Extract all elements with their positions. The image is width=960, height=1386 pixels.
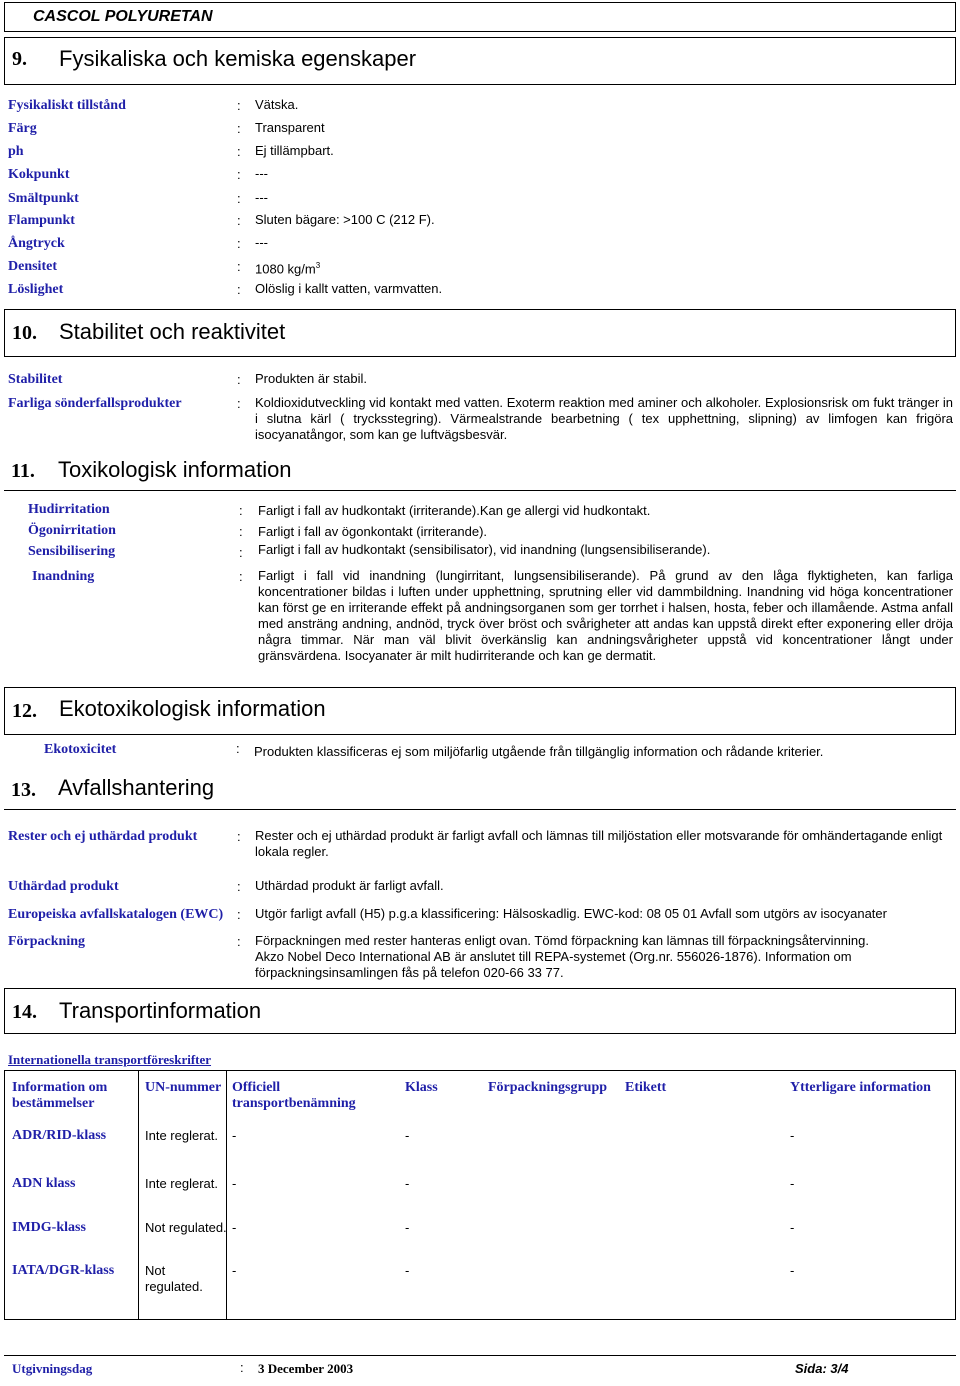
value-ph: Ej tillämpbart. xyxy=(255,143,334,158)
product-title: CASCOL POLYURETAN xyxy=(33,8,213,25)
row-pg: - xyxy=(790,1176,795,1191)
value-stabilitet: Produkten är stabil. xyxy=(255,371,368,386)
transport-subheading: Internationella transportföreskrifter xyxy=(8,1052,212,1067)
label-sensibilisering: Sensibilisering xyxy=(28,544,116,559)
value-fysikaliskt-tillstand: Vätska. xyxy=(255,97,299,112)
section-13-divider xyxy=(4,809,956,810)
colon: : xyxy=(237,144,241,159)
label-forpackning: Förpackning xyxy=(8,934,86,949)
table-column-divider xyxy=(138,1070,139,1320)
label-hudirritation: Hudirritation xyxy=(28,502,110,517)
value-loslighet: Olöslig i kallt vatten, varmvatten. xyxy=(255,281,443,296)
label-loslighet: Löslighet xyxy=(8,282,64,297)
label-farg: Färg xyxy=(8,121,37,136)
label-ph: ph xyxy=(8,144,24,159)
colon: : xyxy=(239,503,243,518)
header-etikett: Etikett xyxy=(625,1080,667,1095)
label-smaltpunkt: Smältpunkt xyxy=(8,191,79,206)
label-angtryck: Ångtryck xyxy=(8,236,65,251)
section-12-header xyxy=(4,687,956,735)
header-un-nummer: UN-nummer xyxy=(145,1080,222,1095)
colon: : xyxy=(237,167,241,182)
colon: : xyxy=(237,372,241,387)
value-forpackning: Förpackningen med rester hanteras enligt ovan. Tömd förpackning kan lämnas till förpackningsåtervinning. Akzo Nobel Deco International AB är anslutet till REPA-systemet (Org.nr. 556026-1876). Information om förpackningsinsamlingen fås på telefon 020-66 33 77. xyxy=(255,933,869,980)
label-flampunkt: Flampunkt xyxy=(8,213,75,228)
value-kokpunkt: --- xyxy=(255,166,268,181)
colon: : xyxy=(237,934,241,949)
colon: : xyxy=(237,98,241,113)
section-title: Toxikologisk information xyxy=(58,457,292,482)
section-number: 14. xyxy=(12,1001,37,1023)
section-title: Stabilitet och reaktivitet xyxy=(59,319,286,344)
value-ewc: Utgör farligt avfall (H5) p.g.a klassificering: Hälsoskadlig. EWC-kod: 08 05 01 Avfall som utgörs av isocyanater xyxy=(255,906,887,921)
footer-label: Utgivningsdag xyxy=(12,1361,93,1376)
row-klass: - xyxy=(405,1220,410,1235)
header-forpackningsgrupp: Förpackningsgrupp xyxy=(488,1080,608,1095)
page-number: Sida: 3/4 xyxy=(795,1361,849,1376)
colon: : xyxy=(236,741,240,756)
colon: : xyxy=(237,213,241,228)
value-farg: Transparent xyxy=(255,120,325,135)
section-number: 10. xyxy=(12,322,37,344)
colon: : xyxy=(239,569,243,584)
label-ewc: Europeiska avfallskatalogen (EWC) xyxy=(8,907,224,922)
footer-date: 3 December 2003 xyxy=(258,1361,354,1376)
row-klass: - xyxy=(405,1176,410,1191)
row-label-adn: ADN klass xyxy=(12,1176,76,1191)
colon: : xyxy=(237,396,241,411)
row-pg: - xyxy=(790,1128,795,1143)
section-title: Ekotoxikologisk information xyxy=(59,696,326,721)
value-sensibilisering: Farligt i fall av hudkontakt (sensibilisator), vid inandning (lungsensibiliserande). xyxy=(258,542,711,557)
label-kokpunkt: Kokpunkt xyxy=(8,167,70,182)
value-hudirritation: Farligt i fall av hudkontakt (irriterande).Kan ge allergi vid hudkontakt. xyxy=(258,503,651,518)
table-column-divider xyxy=(226,1070,227,1320)
section-number: 9. xyxy=(12,48,27,70)
value-smaltpunkt: --- xyxy=(255,190,268,205)
row-pg: - xyxy=(790,1263,795,1278)
label-ogonirritation: Ögonirritation xyxy=(28,523,116,538)
footer-divider xyxy=(4,1355,956,1356)
row-label-iata: IATA/DGR-klass xyxy=(12,1263,115,1278)
densitet-value-text: 1080 kg/m xyxy=(255,261,316,277)
value-inandning: Farligt i fall vid inandning (lungirritant, lungsensibiliserande). På grund av den låga flyktigheten, kan farliga koncentrationer bildas i luften under upphettning, sprutning eller vid dammbildning. Inandning vid höga koncentrationer kan först ge en irriterande effekt på andningsorganen som ger torrhet i halsen, hosta, feber och illamående. Astma anfall med ansträng andning, andnöd, tryck över bröst och svårigheter att andas kan uppstå direkt efter exponering eller dröja några timmar. När man väl blivit överkänslig kan andningsvårigheter uppstå vid koncentrationer långt under gränsvärdena. Isocyanater är milt hudirriterande och kan ge dermatit. xyxy=(258,568,953,663)
row-un: Inte reglerat. xyxy=(145,1128,218,1143)
row-label-imdg: IMDG-klass xyxy=(12,1220,86,1235)
label-uthardad-produkt: Uthärdad produkt xyxy=(8,879,119,894)
header-ytterligare: Ytterligare information xyxy=(790,1080,931,1095)
section-9-header xyxy=(4,37,956,85)
colon: : xyxy=(240,1360,244,1375)
value-ogonirritation: Farligt i fall av ögonkontakt (irriterande). xyxy=(258,524,488,539)
section-title: Transportinformation xyxy=(59,998,262,1023)
densitet-superscript: 3 xyxy=(315,261,321,270)
label-densitet: Densitet xyxy=(8,259,57,274)
value-farliga-sonderfallsprodukter: Koldioxidutveckling vid kontakt med vatten. Exoterm reaktion med aminer och alkoholer. Explosionsrisk om fukt tränger in i slutna kärl ( trycksstegring). Värmealstrande bearbetning ( tex upphettning, slipning) av limfogen kan frigöra isocyanatångor, som kan ge luftvägsbesvär. xyxy=(255,395,953,442)
value-rester: Rester och ej uthärdad produkt är farligt avfall och lämnas till miljöstation eller motsvarande för omhändertagande enligt lokala regler. xyxy=(255,828,943,859)
row-un: Not regulated. xyxy=(145,1220,227,1235)
header-bar xyxy=(4,2,956,32)
label-inandning: Inandning xyxy=(32,569,95,584)
row-name: - xyxy=(232,1128,237,1143)
row-label-adr: ADR/RID-klass xyxy=(12,1128,107,1143)
header-officiell: Officiell transportbenämning xyxy=(232,1080,356,1111)
value-flampunkt: Sluten bägare: >100 C (212 F). xyxy=(255,212,435,227)
row-un: Not regulated. xyxy=(145,1263,203,1294)
row-name: - xyxy=(232,1220,237,1235)
colon: : xyxy=(237,121,241,136)
label-stabilitet: Stabilitet xyxy=(8,372,63,387)
colon: : xyxy=(239,524,243,539)
colon: : xyxy=(237,259,241,274)
label-fysikaliskt-tillstand: Fysikaliskt tillstånd xyxy=(8,98,126,113)
row-klass: - xyxy=(405,1128,410,1143)
header-information: Information om bestämmelser xyxy=(12,1080,108,1111)
row-pg: - xyxy=(790,1220,795,1235)
value-uthardad-produkt: Uthärdad produkt är farligt avfall. xyxy=(255,878,444,893)
colon: : xyxy=(237,907,241,922)
value-densitet xyxy=(255,258,320,277)
colon: : xyxy=(239,545,243,560)
header-klass: Klass xyxy=(405,1080,438,1095)
section-number: 12. xyxy=(12,700,37,722)
value-angtryck: --- xyxy=(255,235,268,250)
section-number: 11. xyxy=(11,460,35,482)
section-title: Fysikaliska och kemiska egenskaper xyxy=(59,46,417,71)
colon: : xyxy=(237,282,241,297)
row-name: - xyxy=(232,1176,237,1191)
label-rester: Rester och ej uthärdad produkt xyxy=(8,829,198,844)
section-10-header xyxy=(4,309,956,357)
section-14-header xyxy=(4,988,956,1034)
colon: : xyxy=(237,191,241,206)
row-klass: - xyxy=(405,1263,410,1278)
row-name: - xyxy=(232,1263,237,1278)
colon: : xyxy=(237,829,241,844)
section-number: 13. xyxy=(11,779,36,801)
row-un: Inte reglerat. xyxy=(145,1176,218,1191)
colon: : xyxy=(237,879,241,894)
label-ekotoxicitet: Ekotoxicitet xyxy=(44,742,117,757)
label-farliga-sonderfallsprodukter: Farliga sönderfallsprodukter xyxy=(8,396,182,411)
section-title: Avfallshantering xyxy=(58,775,215,800)
value-ekotoxicitet: Produkten klassificeras ej som miljöfarlig utgående från tillgänglig information och rådande kriterier. xyxy=(254,744,824,759)
section-11-divider xyxy=(4,490,956,491)
colon: : xyxy=(237,236,241,251)
